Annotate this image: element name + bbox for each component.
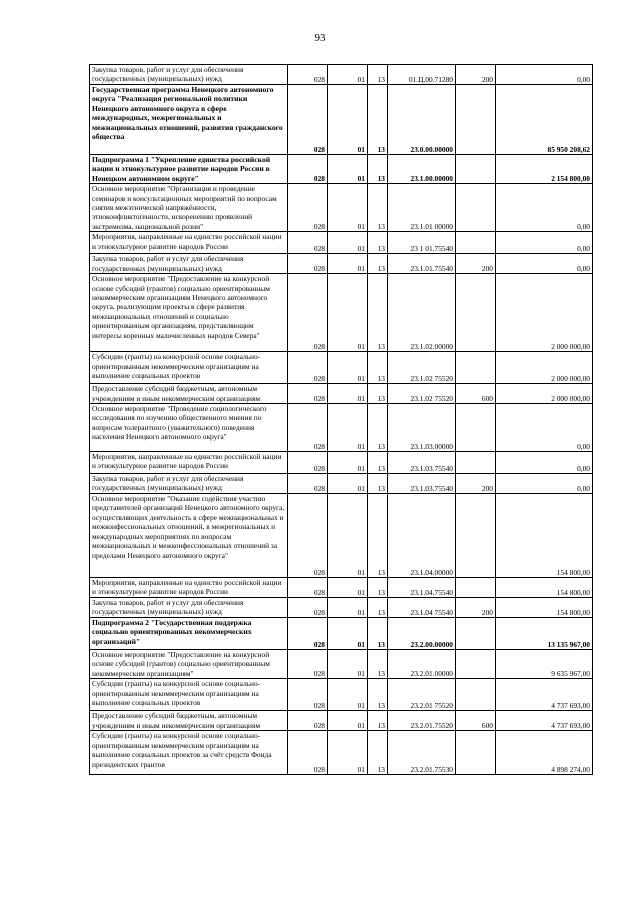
table-row [90, 474, 593, 494]
row-rz: 01 [328, 598, 368, 618]
row-csr: 23.1.01.75540 [388, 254, 456, 274]
table-row [90, 352, 593, 384]
row-rz: 01 [328, 618, 368, 650]
row-vr [456, 85, 496, 155]
row-pr: 13 [368, 731, 388, 775]
row-vr: 200 [456, 474, 496, 494]
row-vr [456, 274, 496, 352]
row-ved: 028 [288, 85, 328, 155]
row-name: Предоставление субсидий бюджетным, автономным учреждениям и иным некоммерческим организациям [90, 384, 288, 404]
row-name: Мероприятия, направленные на единство российской нации и этнокультурное развитие народов России [90, 232, 288, 254]
row-ved: 028 [288, 452, 328, 474]
row-rz: 01 [328, 352, 368, 384]
table-row [90, 155, 593, 184]
row-rz: 01 [328, 474, 368, 494]
row-csr: 23.1.04 75540 [388, 598, 456, 618]
row-ved: 028 [288, 274, 328, 352]
row-pr: 13 [368, 711, 388, 731]
table-row [90, 184, 593, 232]
row-pr: 13 [368, 274, 388, 352]
row-name: Предоставление субсидий бюджетным, автономным учреждениям и иным некоммерческим организациям [90, 711, 288, 731]
row-name: Субсидии (гранты) на конкурсной основе социально-ориентированным некоммерческим организациям на выполнение социальных проектов [90, 679, 288, 711]
row-amount: 2 154 800,00 [496, 155, 593, 184]
row-ved: 028 [288, 598, 328, 618]
row-pr: 13 [368, 254, 388, 274]
row-rz: 01 [328, 711, 368, 731]
table-row [90, 650, 593, 679]
table-row [90, 679, 593, 711]
row-pr: 13 [368, 578, 388, 598]
row-name: Субсидии (гранты) на конкурсной основе социально-ориентированным некоммерческим организациям на выполнение социальных проектов за счёт средств Фонда президентских грантов [90, 731, 288, 775]
row-vr [456, 578, 496, 598]
row-pr: 13 [368, 184, 388, 232]
row-rz: 01 [328, 578, 368, 598]
row-rz: 01 [328, 155, 368, 184]
row-csr: 23.1.02 75520 [388, 352, 456, 384]
row-amount: 85 950 208,62 [496, 85, 593, 155]
row-name: Основное мероприятие "Предоставление на конкурсной основе субсидий (грантов) социально ориентированным некоммерческим организациям" [90, 650, 288, 679]
row-name: Основное мероприятие "Предоставление на конкурсной основе субсидий (грантов) социально ориентированным некоммерческим организациям Ненецкого автономного округа, реализующим проекты в сфере развития межнациональных отношений и социально ориентированным организациям, представляющим интересы коренных малочисленных народов Севера" [90, 274, 288, 352]
row-rz: 01 [328, 384, 368, 404]
table-row [90, 618, 593, 650]
row-csr: 01.Ц.00.71280 [388, 65, 456, 85]
row-name: Закупка товаров, работ и услуг для обеспечения государственных (муниципальных) нужд [90, 254, 288, 274]
row-pr: 13 [368, 598, 388, 618]
row-vr: 600 [456, 711, 496, 731]
row-csr: 23.1.03.00000 [388, 404, 456, 452]
row-rz: 01 [328, 274, 368, 352]
row-csr: 23.1.04.00000 [388, 494, 456, 578]
row-csr: 23.1.02.00000 [388, 274, 456, 352]
row-amount: 4 737 693,00 [496, 711, 593, 731]
row-ved: 028 [288, 474, 328, 494]
row-vr [456, 232, 496, 254]
row-ved: 028 [288, 618, 328, 650]
row-rz: 01 [328, 494, 368, 578]
row-vr [456, 184, 496, 232]
row-name: Подпрограмма 2 "Государственная поддержка социально ориентированных некоммерческих организаций" [90, 618, 288, 650]
row-vr [456, 452, 496, 474]
table-row [90, 494, 593, 578]
row-vr: 200 [456, 598, 496, 618]
row-csr: 23.1.03.75540 [388, 474, 456, 494]
row-vr [456, 679, 496, 711]
row-vr [456, 650, 496, 679]
row-csr: 23 1 01.75540 [388, 232, 456, 254]
row-amount: 2 000 000,00 [496, 274, 593, 352]
row-ved: 028 [288, 65, 328, 85]
row-ved: 028 [288, 494, 328, 578]
row-ved: 028 [288, 679, 328, 711]
row-vr [456, 731, 496, 775]
row-amount: 154 800,00 [496, 578, 593, 598]
row-csr: 23.1.04.75540 [388, 578, 456, 598]
row-amount: 0,00 [496, 254, 593, 274]
row-amount: 2 000 000,00 [496, 352, 593, 384]
row-amount: 9 635 967,00 [496, 650, 593, 679]
row-ved: 028 [288, 731, 328, 775]
row-csr: 23.1.02 75520 [388, 384, 456, 404]
row-name: Основное мероприятие "Оказание содействия участию представителей организаций Ненецкого автономного округа, осуществляющих деятельность в сфере межнациональных и межконфессиональных отношений, в межрегиональных и международных мероприятиях по вопросам межнациональных и межконфессиональных отношений за пределами Ненецкого автономного округа" [90, 494, 288, 578]
row-vr [456, 494, 496, 578]
row-rz: 01 [328, 232, 368, 254]
row-amount: 0,00 [496, 404, 593, 452]
table-row [90, 452, 593, 474]
row-name: Подпрограмма 1 "Укрепление единства российской нации и этнокультурное развитие народов России в Ненецком автономном округе" [90, 155, 288, 184]
row-rz: 01 [328, 650, 368, 679]
row-csr: 23.2.01.75520 [388, 711, 456, 731]
budget-table [89, 64, 593, 775]
row-amount: 0,00 [496, 452, 593, 474]
row-rz: 01 [328, 85, 368, 155]
row-vr [456, 618, 496, 650]
row-pr: 13 [368, 384, 388, 404]
row-name: Мероприятия, направленные на единство российской нации и этнокультурное развитие народов России [90, 452, 288, 474]
row-ved: 028 [288, 404, 328, 452]
row-csr: 23.1.00.00000 [388, 155, 456, 184]
row-csr: 23.2.00.00000 [388, 618, 456, 650]
row-pr: 13 [368, 494, 388, 578]
row-name: Закупка товаров, работ и услуг для обеспечения государственных (муниципальных) нужд [90, 65, 288, 85]
row-amount: 4 898 274,00 [496, 731, 593, 775]
page-number: 93 [314, 32, 326, 44]
table-row [90, 85, 593, 155]
row-amount: 154 800,00 [496, 598, 593, 618]
row-name: Закупка товаров, работ и услуг для обеспечения государственных (муниципальных) нужд [90, 598, 288, 618]
table-row [90, 404, 593, 452]
row-name: Закупка товаров, работ и услуг для обеспечения государственных (муниципальных) нужд [90, 474, 288, 494]
table-row [90, 731, 593, 775]
row-amount: 13 135 967,00 [496, 618, 593, 650]
row-ved: 028 [288, 711, 328, 731]
row-vr: 200 [456, 65, 496, 85]
row-ved: 028 [288, 155, 328, 184]
row-pr: 13 [368, 155, 388, 184]
row-csr: 23.1.03.75540 [388, 452, 456, 474]
table-row [90, 232, 593, 254]
row-pr: 13 [368, 65, 388, 85]
row-ved: 028 [288, 352, 328, 384]
row-name: Субсидии (гранты) на конкурсной основе социально-ориентированным некоммерческим организациям на выполнение социальных проектов [90, 352, 288, 384]
row-rz: 01 [328, 254, 368, 274]
row-rz: 01 [328, 731, 368, 775]
row-name: Государственная программа Ненецкого автономного округа "Реализация региональной политики Ненецкого автономного округа в сфере международных, межрегиональных и межнациональных отношений, развития гражданского общества [90, 85, 288, 155]
row-pr: 13 [368, 474, 388, 494]
row-pr: 13 [368, 452, 388, 474]
row-name: Основное мероприятие "Организация и проведение семинаров и консультационных мероприятий по вопросам снятия межэтнической напряжённости, этноконфликтогенности, искоренению проявлений экстремизма, национальной розни" [90, 184, 288, 232]
row-ved: 028 [288, 232, 328, 254]
row-vr [456, 155, 496, 184]
row-rz: 01 [328, 65, 368, 85]
row-ved: 028 [288, 650, 328, 679]
table-row [90, 384, 593, 404]
row-csr: 23.0.00.00000 [388, 85, 456, 155]
row-ved: 028 [288, 254, 328, 274]
table-row [90, 274, 593, 352]
table-row [90, 598, 593, 618]
row-rz: 01 [328, 452, 368, 474]
row-rz: 01 [328, 184, 368, 232]
row-rz: 01 [328, 679, 368, 711]
row-vr [456, 404, 496, 452]
row-vr: 200 [456, 254, 496, 274]
row-pr: 13 [368, 618, 388, 650]
row-pr: 13 [368, 85, 388, 155]
row-pr: 13 [368, 404, 388, 452]
row-csr: 23.1.01 00000 [388, 184, 456, 232]
row-rz: 01 [328, 404, 368, 452]
row-amount: 154 800,00 [496, 494, 593, 578]
table-row [90, 254, 593, 274]
row-ved: 028 [288, 384, 328, 404]
row-amount: 0,00 [496, 184, 593, 232]
table-row [90, 65, 593, 85]
row-csr: 23.2.01.75530 [388, 731, 456, 775]
row-amount: 0,00 [496, 232, 593, 254]
row-pr: 13 [368, 352, 388, 384]
table-row [90, 578, 593, 598]
row-ved: 028 [288, 184, 328, 232]
row-csr: 23.2.01 75520 [388, 679, 456, 711]
row-amount: 0,00 [496, 65, 593, 85]
row-vr: 600 [456, 384, 496, 404]
row-amount: 2 000 000,00 [496, 384, 593, 404]
row-ved: 028 [288, 578, 328, 598]
row-amount: 0,00 [496, 474, 593, 494]
row-name: Основное мероприятие "Проведение социологического исследования по изучению общественного мнения по вопросам толерантного (уважительного) поведения населения Ненецкого автономного округа" [90, 404, 288, 452]
row-csr: 23.2.01.00000 [388, 650, 456, 679]
row-vr [456, 352, 496, 384]
row-pr: 13 [368, 679, 388, 711]
table-row [90, 711, 593, 731]
row-pr: 13 [368, 232, 388, 254]
row-amount: 4 737 693,00 [496, 679, 593, 711]
row-pr: 13 [368, 650, 388, 679]
row-name: Мероприятия, направленные на единство российской нации и этнокультурное развитие народов России [90, 578, 288, 598]
